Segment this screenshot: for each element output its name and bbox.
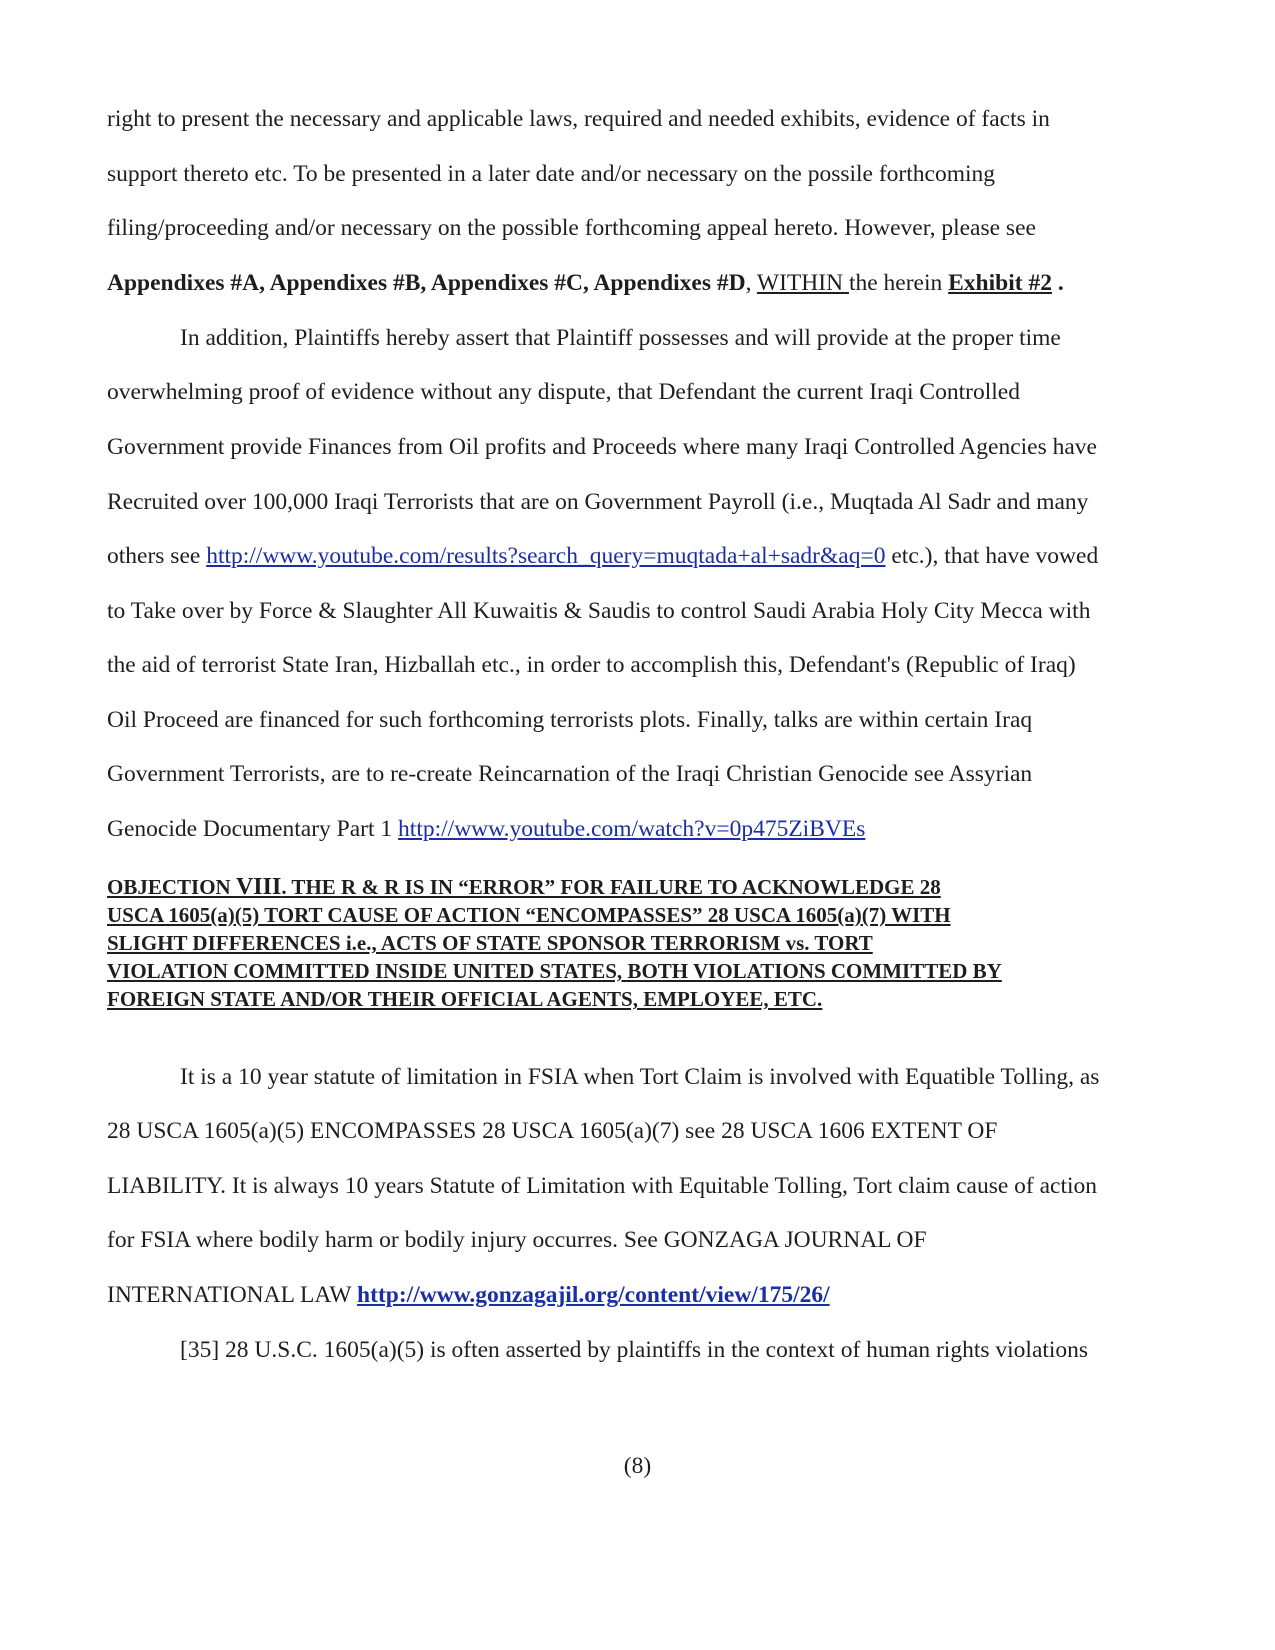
paragraph-line bbox=[107, 1281, 830, 1309]
comma-text: , bbox=[745, 270, 757, 296]
paragraph-line: Government provide Finances from Oil profits and Proceeds where many Iraqi Controlled Agencies have bbox=[107, 434, 1097, 460]
herein-text: the herein bbox=[848, 270, 949, 296]
line-text: INTERNATIONAL LAW bbox=[107, 1282, 358, 1308]
paragraph-line bbox=[107, 542, 1098, 570]
objection-heading-line: USCA 1605(a)(5) TORT CAUSE OF ACTION “ENCOMPASSES” 28 USCA 1605(a)(7) WITH bbox=[107, 903, 951, 927]
paragraph-line: right to present the necessary and applicable laws, required and needed exhibits, evidence of facts in bbox=[107, 106, 1050, 132]
objection-heading-line: SLIGHT DIFFERENCES i.e., ACTS OF STATE SPONSOR TERRORISM vs. TORT bbox=[107, 931, 873, 955]
paragraph-line: LIABILITY. It is always 10 years Statute of Limitation with Equitable Tolling, Tort claim cause of action bbox=[107, 1173, 1098, 1199]
heading-numeral: VIII bbox=[235, 874, 282, 900]
period-text: . bbox=[1051, 270, 1064, 296]
paragraph-line bbox=[107, 815, 865, 843]
appendixes-line bbox=[107, 269, 1064, 297]
paragraph-line: support thereto etc. To be presented in a later date and/or necessary on the possile forthcoming bbox=[107, 161, 996, 187]
heading-text: . THE R & R IS IN “ERROR” FOR FAILURE TO ACKNOWLEDGE 28 bbox=[281, 875, 941, 899]
appendixes-list: Appendixes #A, Appendixes #B, Appendixes #C, Appendixes #D bbox=[107, 270, 746, 296]
paragraph-line: It is a 10 year statute of limitation in FSIA when Tort Claim is involved with Equatible Tolling, as bbox=[180, 1064, 1100, 1090]
gonzaga-journal-link[interactable]: http://www.gonzagajil.org/content/view/175/26/ bbox=[357, 1282, 830, 1308]
paragraph-line: Oil Proceed are financed for such forthcoming terrorists plots. Finally, talks are within certain Iraq bbox=[107, 707, 1033, 733]
paragraph-line: Government Terrorists, are to re-create Reincarnation of the Iraqi Christian Genocide see Assyrian bbox=[107, 761, 1033, 787]
paragraph-line: overwhelming proof of evidence without any dispute, that Defendant the current Iraqi Controlled bbox=[107, 379, 1020, 405]
line-text: Genocide Documentary Part 1 bbox=[107, 816, 399, 842]
paragraph-line: [35] 28 U.S.C. 1605(a)(5) is often asserted by plaintiffs in the context of human rights violations bbox=[180, 1337, 1089, 1363]
paragraph-line: for FSIA where bodily harm or bodily injury occurres. See GONZAGA JOURNAL OF bbox=[107, 1227, 927, 1253]
objection-heading-line: FOREIGN STATE AND/OR THEIR OFFICIAL AGENTS, EMPLOYEE, ETC. bbox=[107, 987, 823, 1011]
line-text: others see bbox=[107, 543, 207, 569]
exhibit-reference: Exhibit #2 bbox=[948, 270, 1052, 296]
objection-heading-line bbox=[107, 873, 941, 901]
paragraph-line: filing/proceeding and/or necessary on the possible forthcoming appeal hereto. However, please see bbox=[107, 215, 1036, 241]
within-text: WITHIN bbox=[756, 270, 849, 296]
youtube-search-link[interactable]: http://www.youtube.com/results?search_query=muqtada+al+sadr&aq=0 bbox=[206, 543, 886, 569]
paragraph-line: 28 USCA 1605(a)(5) ENCOMPASSES 28 USCA 1605(a)(7) see 28 USCA 1606 EXTENT OF bbox=[107, 1118, 998, 1144]
page-number: (8) bbox=[623, 1453, 652, 1479]
paragraph-line: Recruited over 100,000 Iraqi Terrorists that are on Government Payroll (i.e., Muqtada Al Sadr and many bbox=[107, 489, 1089, 515]
heading-text: OBJECTION bbox=[107, 875, 236, 899]
youtube-video-link[interactable]: http://www.youtube.com/watch?v=0p475ZiBVEs bbox=[398, 816, 866, 842]
objection-heading-line: VIOLATION COMMITTED INSIDE UNITED STATES, BOTH VIOLATIONS COMMITTED BY bbox=[107, 959, 1002, 983]
paragraph-line: the aid of terrorist State Iran, Hizballah etc., in order to accomplish this, Defendant's (Republic of Iraq) bbox=[107, 652, 1076, 678]
line-text: etc.), that have vowed bbox=[885, 543, 1099, 569]
paragraph-line: to Take over by Force & Slaughter All Kuwaitis & Saudis to control Saudi Arabia Holy City Mecca with bbox=[107, 598, 1091, 624]
paragraph-line: In addition, Plaintiffs hereby assert that Plaintiff possesses and will provide at the proper time bbox=[180, 325, 1061, 351]
